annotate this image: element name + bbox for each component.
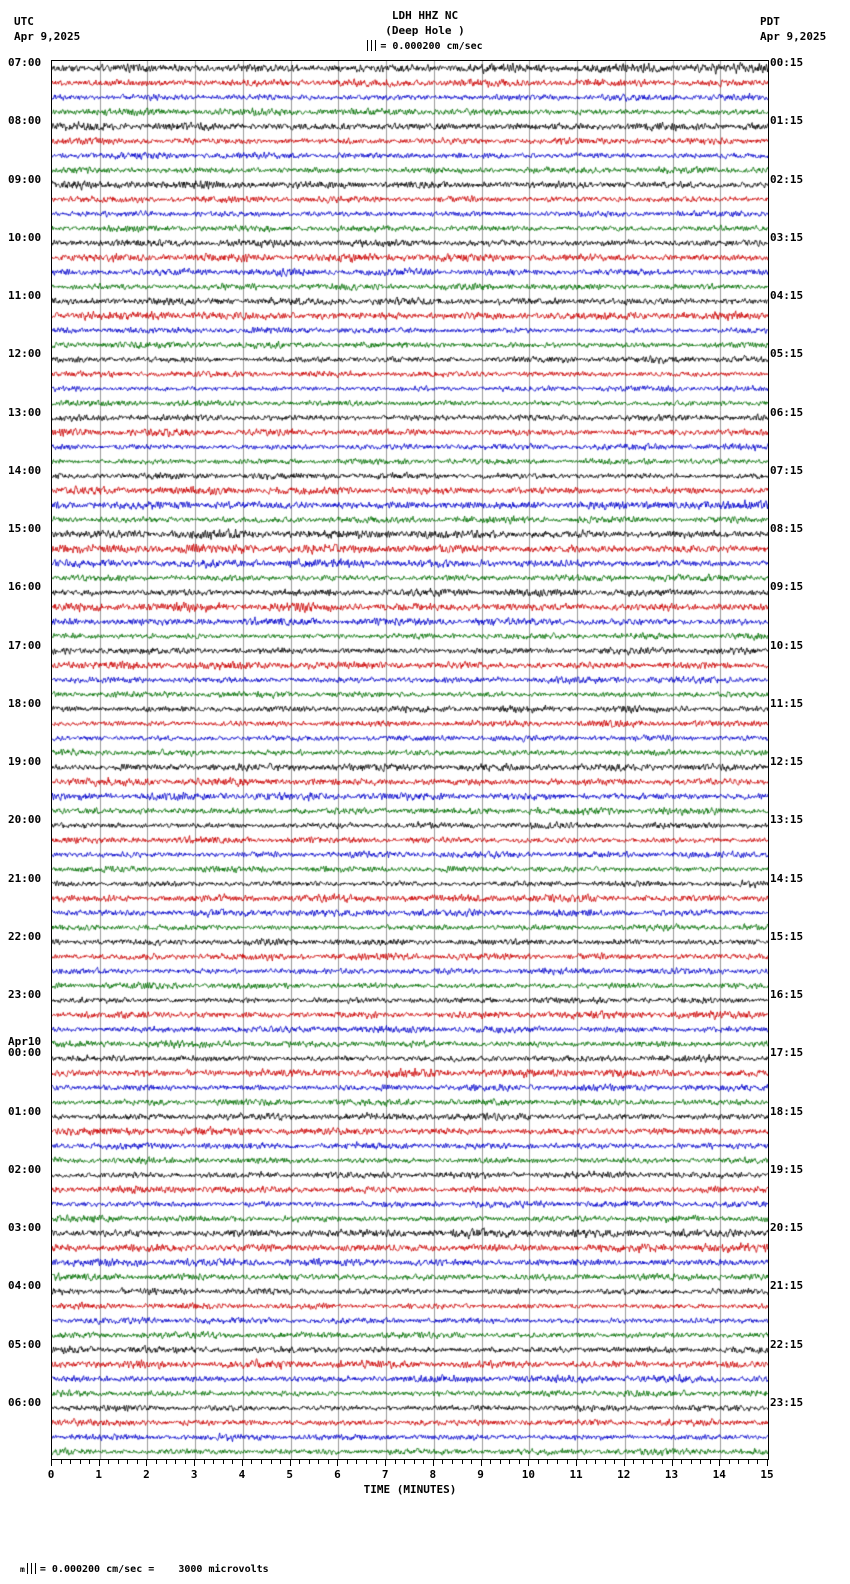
- footer-scale-text: = 0.000200 cm/sec = 3000 microvolts: [39, 1564, 269, 1575]
- x-axis-minor-tick: [738, 1459, 739, 1464]
- x-axis-minor-tick: [376, 1459, 377, 1464]
- x-axis-tick: [767, 1459, 768, 1466]
- left-time-label: 02:00: [8, 1162, 42, 1176]
- x-axis-tick: [672, 1459, 673, 1466]
- x-axis-minor-tick: [328, 1459, 329, 1464]
- right-time-label: 22:15: [770, 1337, 804, 1351]
- left-time-label: 10:00: [8, 230, 42, 244]
- right-time-label: 23:15: [770, 1395, 804, 1409]
- header-right-timezone: PDT: [760, 15, 780, 28]
- x-axis-minor-tick: [452, 1459, 453, 1464]
- x-axis-minor-tick: [729, 1459, 730, 1464]
- x-axis-minor-tick: [691, 1459, 692, 1464]
- x-axis-minor-tick: [309, 1459, 310, 1464]
- left-time-label: 16:00: [8, 580, 42, 594]
- left-time-label: 11:00: [8, 289, 42, 302]
- scale-bar-note: [0, 40, 850, 52]
- x-axis-tick-label: 8: [429, 1468, 437, 1481]
- left-time-label: 13:00: [8, 405, 42, 419]
- x-axis-minor-tick: [232, 1459, 233, 1464]
- x-axis-tick-label: 4: [238, 1468, 246, 1481]
- x-axis-tick-label: 5: [286, 1468, 293, 1481]
- left-time-label: 19:00: [8, 755, 42, 768]
- x-axis-tick: [719, 1459, 720, 1466]
- left-time-label: 08:00: [8, 114, 42, 128]
- right-time-label: 20:15: [770, 1221, 804, 1234]
- x-axis-tick-label: 7: [381, 1468, 389, 1481]
- x-axis-tick: [290, 1459, 291, 1466]
- x-axis-minor-tick: [643, 1459, 644, 1464]
- x-axis-minor-tick: [395, 1459, 396, 1464]
- x-axis-tick-label: 15: [760, 1468, 774, 1481]
- x-axis-minor-tick: [271, 1459, 272, 1464]
- left-time-label: Apr10 00:00: [8, 1035, 42, 1060]
- right-time-label: 15:15: [770, 929, 804, 943]
- x-axis-minor-tick: [586, 1459, 587, 1464]
- x-axis-minor-tick: [442, 1459, 443, 1464]
- x-axis-minor-tick: [414, 1459, 415, 1464]
- x-axis-tick-label: 13: [664, 1468, 679, 1481]
- x-axis-tick-label: 14: [712, 1468, 726, 1481]
- x-axis-minor-tick: [700, 1459, 701, 1464]
- x-axis-tick-label: 11: [569, 1468, 583, 1481]
- left-time-label: 09:00: [8, 172, 42, 186]
- x-axis-tick-label: 0: [47, 1468, 55, 1481]
- x-axis-minor-tick: [633, 1459, 634, 1464]
- right-time-label: 08:15: [770, 522, 804, 535]
- x-axis: [47, 1459, 774, 1499]
- right-time-label: 01:15: [770, 114, 804, 128]
- x-axis-minor-tick: [757, 1459, 758, 1464]
- x-axis-minor-tick: [423, 1459, 424, 1464]
- left-time-label: 06:00: [8, 1395, 42, 1409]
- seismogram-canvas: [52, 61, 768, 1459]
- x-axis-minor-tick: [185, 1459, 186, 1464]
- x-axis-minor-tick: [538, 1459, 539, 1464]
- right-time-label: 17:15: [770, 1046, 804, 1060]
- left-time-label: 12:00: [8, 347, 42, 361]
- x-axis-minor-tick: [280, 1459, 281, 1464]
- left-time-label: 23:00: [8, 988, 42, 1001]
- x-axis-minor-tick: [462, 1459, 463, 1464]
- right-time-label: 02:15: [770, 172, 804, 186]
- header-left-timezone: UTC: [14, 15, 34, 28]
- left-time-label: 14:00: [8, 463, 42, 477]
- x-axis-minor-tick: [605, 1459, 606, 1464]
- x-axis-tick-label: 6: [334, 1468, 341, 1481]
- right-time-label: 14:15: [770, 871, 804, 885]
- x-axis-minor-tick: [366, 1459, 367, 1464]
- x-axis-tick: [528, 1459, 529, 1466]
- x-axis-minor-tick: [166, 1459, 167, 1464]
- x-axis-minor-tick: [748, 1459, 749, 1464]
- x-axis-tick: [51, 1459, 52, 1466]
- x-axis-minor-tick: [70, 1459, 71, 1464]
- header-right-date: Apr 9,2025: [760, 30, 827, 43]
- x-axis-minor-tick: [662, 1459, 663, 1464]
- x-axis-minor-tick: [547, 1459, 548, 1464]
- right-time-label: 00:15: [770, 56, 804, 69]
- x-axis-minor-tick: [118, 1459, 119, 1464]
- x-axis-minor-tick: [251, 1459, 252, 1464]
- footer-scale-bar-icon: [27, 1563, 36, 1574]
- x-axis-minor-tick: [318, 1459, 319, 1464]
- left-time-label: 01:00: [8, 1104, 42, 1118]
- right-time-label: 04:15: [770, 289, 804, 302]
- x-axis-tick: [99, 1459, 100, 1466]
- x-axis-minor-tick: [347, 1459, 348, 1464]
- right-time-label: 11:15: [770, 696, 804, 710]
- footer-scale-note: m = 0.000200 cm/sec = 3000 microvolts: [20, 1564, 269, 1575]
- x-axis-tick: [242, 1459, 243, 1466]
- x-axis-minor-tick: [557, 1459, 558, 1464]
- left-time-label: 17:00: [8, 638, 42, 652]
- x-axis-tick: [194, 1459, 195, 1466]
- right-time-label: 07:15: [770, 463, 804, 477]
- right-time-label: 16:15: [770, 988, 804, 1001]
- x-axis-minor-tick: [519, 1459, 520, 1464]
- right-time-label: 10:15: [770, 638, 804, 652]
- right-time-label: 13:15: [770, 813, 804, 827]
- x-axis-minor-tick: [509, 1459, 510, 1464]
- x-axis-minor-tick: [127, 1459, 128, 1464]
- x-axis-minor-tick: [356, 1459, 357, 1464]
- x-axis-minor-tick: [404, 1459, 405, 1464]
- x-axis-minor-tick: [652, 1459, 653, 1464]
- right-time-label: 06:15: [770, 405, 804, 419]
- x-axis-minor-tick: [204, 1459, 205, 1464]
- x-axis-minor-tick: [567, 1459, 568, 1464]
- x-axis-tick: [576, 1459, 577, 1466]
- x-axis-minor-tick: [681, 1459, 682, 1464]
- x-axis-minor-tick: [471, 1459, 472, 1464]
- right-time-label: 18:15: [770, 1104, 804, 1118]
- x-axis-minor-tick: [80, 1459, 81, 1464]
- header-left-date: Apr 9,2025: [14, 30, 81, 43]
- x-axis-tick-label: 10: [521, 1468, 535, 1481]
- x-axis-tick: [337, 1459, 338, 1466]
- left-time-label: 15:00: [8, 522, 42, 535]
- helicorder-plot[interactable]: [51, 60, 769, 1460]
- x-axis-tick-label: 1: [95, 1468, 103, 1481]
- left-time-label: 22:00: [8, 929, 42, 943]
- x-axis-minor-tick: [156, 1459, 157, 1464]
- x-axis-minor-tick: [500, 1459, 501, 1464]
- right-time-label: 05:15: [770, 347, 804, 361]
- x-axis-tick: [624, 1459, 625, 1466]
- x-axis-tick-label: 3: [190, 1468, 198, 1481]
- left-time-label: 04:00: [8, 1279, 42, 1293]
- x-axis-minor-tick: [299, 1459, 300, 1464]
- x-axis-title: TIME (MINUTES): [363, 1483, 457, 1496]
- chart-header: [0, 0, 850, 56]
- x-axis-tick-label: 12: [617, 1468, 631, 1481]
- x-axis-minor-tick: [223, 1459, 224, 1464]
- left-time-label: 03:00: [8, 1221, 42, 1234]
- right-time-label: 03:15: [770, 230, 804, 244]
- left-time-label: 21:00: [8, 871, 42, 885]
- scale-bar-icon: [367, 40, 376, 51]
- x-axis-minor-tick: [213, 1459, 214, 1464]
- right-time-label: 19:15: [770, 1162, 804, 1176]
- right-time-label: 12:15: [770, 755, 804, 768]
- header-title-block: [0, 8, 850, 38]
- page-title: LDH HHZ NC: [391, 9, 459, 22]
- x-axis-minor-tick: [89, 1459, 90, 1464]
- x-axis-minor-tick: [490, 1459, 491, 1464]
- x-axis-tick: [481, 1459, 482, 1466]
- x-axis-tick-label: 2: [143, 1468, 150, 1481]
- left-time-label: 18:00: [8, 696, 42, 710]
- page-subtitle: (Deep Hole ): [385, 24, 465, 37]
- x-axis-tick: [146, 1459, 147, 1466]
- x-axis-minor-tick: [175, 1459, 176, 1464]
- scale-bar-text: = 0.000200 cm/sec: [380, 41, 483, 52]
- x-axis-tick: [385, 1459, 386, 1466]
- x-axis-tick-label: 9: [477, 1468, 484, 1481]
- x-axis-minor-tick: [614, 1459, 615, 1464]
- left-time-label: 05:00: [8, 1337, 42, 1351]
- left-time-label: 07:00: [8, 56, 42, 69]
- x-axis-minor-tick: [61, 1459, 62, 1464]
- right-time-label: 21:15: [770, 1279, 804, 1293]
- left-time-label: 20:00: [8, 813, 42, 827]
- x-axis-tick: [433, 1459, 434, 1466]
- x-axis-minor-tick: [108, 1459, 109, 1464]
- x-axis-minor-tick: [595, 1459, 596, 1464]
- right-time-label: 09:15: [770, 580, 804, 594]
- x-axis-minor-tick: [137, 1459, 138, 1464]
- x-axis-minor-tick: [261, 1459, 262, 1464]
- x-axis-minor-tick: [710, 1459, 711, 1464]
